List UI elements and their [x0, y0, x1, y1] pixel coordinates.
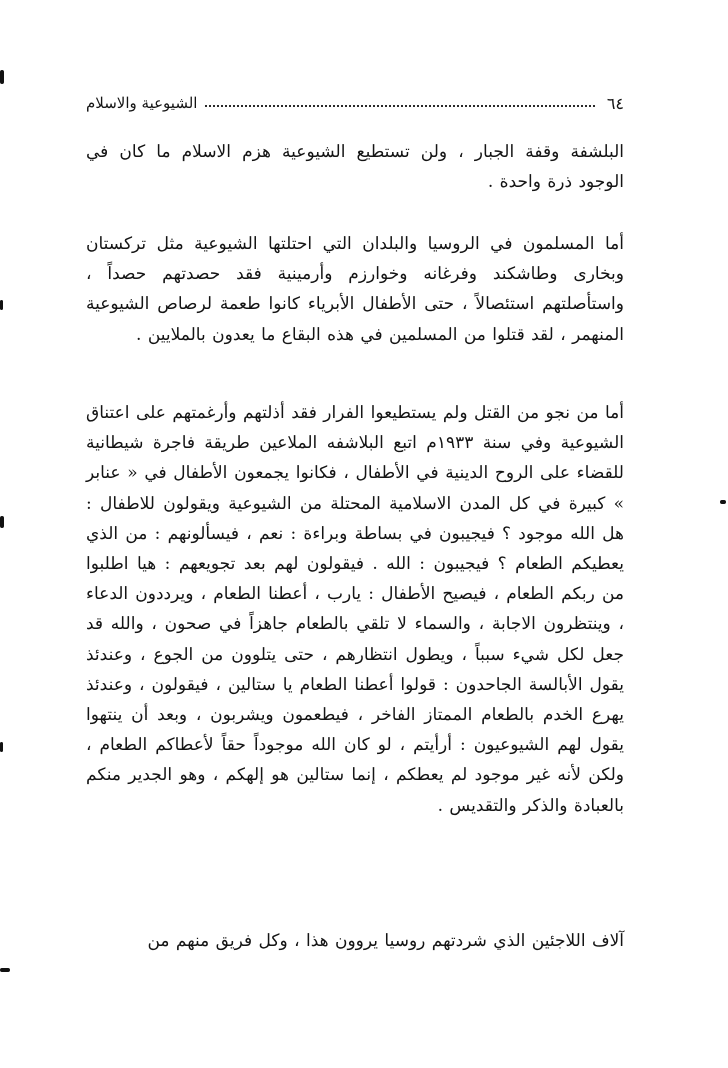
scan-mark	[0, 516, 4, 528]
scan-mark	[0, 968, 10, 972]
paragraph: البلشفة وقفة الجبار ، ولن تستطيع الشيوعية هزم الاسلام ما كان في الوجود ذرة واحدة .	[86, 142, 624, 193]
running-title: الشيوعية والاسلام	[86, 94, 198, 112]
paragraph: أما المسلمون في الروسيا والبلدان التي احتلتها الشيوعية مثل تركستان وبخارى وطاشكند وفرغانه وخوارزم وأرمينية فقد حصدتهم حصداً ، واستأصلتهم استئصالاً ، حتى الأطفال الأبرياء كانوا طعمة لرصاص الشيوعية المنهمر ، لقد قتلوا من المسلمين في هذه البقاع ما يعدون بالملايين .	[86, 234, 624, 345]
running-header	[86, 92, 624, 114]
scan-mark	[720, 500, 726, 504]
scan-mark	[0, 300, 3, 310]
paragraph: أما من نجو من القتل ولم يستطيعوا الفرار فقد أذلتهم وأرغمتهم على اعتناق الشيوعية وفي سنة ١٩٣٣م اتبع البلاشفه الملاعين طريقة فاجرة شيطانية للقضاء على الروح الدينية في الأطفال ، فكانوا يجمعون الأطفال في « عنابر » كبيرة في كل المدن الاسلامية المحتلة من الشيوعية ويقولون للاطفال : هل الله موجود ؟ فيجيبون في بساطة وبراءة : نعم ، فيسألونهم : من الذي يعطيكم الطعام ؟ فيجيبون : الله . فيقولون لهم بعد تجويعهم : هيا اطلبوا من ربكم الطعام ، فيصيح الأطفال : يارب ، أعطنا الطعام ، ويرددون الدعاء ، وينتظرون الاجابة ، والسماء لا تلقي بالطعام جاهزاً في صحون ، والله قد جعل لكل شيء سبباً ، ويطول انتظارهم ، حتى يتلوون من الجوع ، وعندئذ يقول الأبالسة الجاحدون : قولوا أعطنا الطعام يا ستالين ، فيقولون ، وعندئذ يهرع الخدم بالطعام الممتاز الفاخر ، فيطعمون ويشربون ، وبعد أن ينتهوا يقول لهم الشيوعيون : أرأيتم ، لو كان الله موجوداً حقاً لأعطاكم الطعام ، ولكن لأنه غير موجود لم يعطكم ، إنما ستالين هو إلهكم ، وهو الجدير منكم بالعبادة والذكر والتقديس .	[86, 403, 624, 816]
paragraph: آلاف اللاجئين الذي شردتهم روسيا يروون هذا ، وكل فريق منهم من	[147, 931, 624, 951]
page-number: ٦٤	[606, 93, 624, 113]
header-dotted-leader	[205, 105, 594, 107]
scan-mark	[0, 742, 3, 752]
scan-mark	[0, 70, 4, 84]
